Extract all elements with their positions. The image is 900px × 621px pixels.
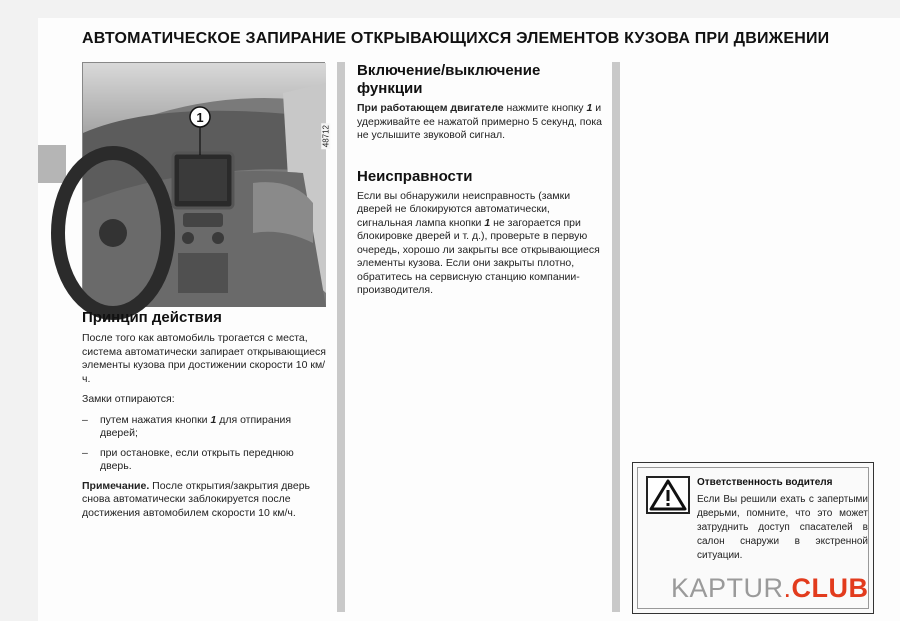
callout-1: 1 xyxy=(196,110,204,125)
unlock-intro: Замки отпираются: xyxy=(82,393,175,405)
site-watermark: KAPTUR.CLUB xyxy=(671,573,869,603)
dashboard-photo xyxy=(82,62,330,306)
section-tab xyxy=(38,145,66,183)
middle-column xyxy=(357,62,602,298)
warning-title: Ответственность водителя xyxy=(697,477,833,488)
unlock-list xyxy=(82,414,328,474)
toggle-paragraph: При работающем двигателе нажмите кнопку 1 и удерживайте ее нажатой примерно 5 секунд, пока не услышите звуковой сигнал. xyxy=(357,102,602,141)
malfunction-paragraph: Если вы обнаружили неисправность (замки дверей не блокируются автоматически, сигнальная лампа кнопки 1 не загорается при блокировке дверей и т. д.), проверьте в первую очередь, хорошо ли закрыты все открывающиеся элементы кузова. Если они закрыты плотно, обратитесь на сервисную станцию компании-производителя. xyxy=(357,189,600,296)
warning-text: Если Вы решили ехать с запертыми дверьми, помните, что это может затруднить доступ спасателей в салон снаружи в экстренной ситуации. xyxy=(697,494,868,561)
note-paragraph: Примечание. После открытия/закрытия дверь снова автоматически заблокируется после достижения автомобилем скорости 10 км/ч. xyxy=(82,479,311,519)
list-item: – путем нажатия кнопки 1 для отпирания дверей; xyxy=(82,414,328,441)
image-reference-number: 48712 xyxy=(321,125,330,148)
column-divider xyxy=(337,62,345,612)
heading-principle: Принцип действия xyxy=(82,309,222,326)
column-divider xyxy=(612,62,620,612)
principle-paragraph: После того как автомобиль трогается с места, система автоматически запирает открывающиеся элементы кузова при достижении скорости 10 км/ч. xyxy=(82,332,326,385)
list-item: – при остановке, если открыть переднюю дверь. xyxy=(82,447,328,474)
heading-malfunctions: Неисправности xyxy=(357,167,473,185)
dashboard-illustration xyxy=(83,63,326,307)
page-title: АВТОМАТИЧЕСКОЕ ЗАПИРАНИЕ ОТКРЫВАЮЩИХСЯ ЭЛЕМЕНТОВ КУЗОВА ПРИ ДВИЖЕНИИ xyxy=(82,30,830,47)
heading-toggle: Включение/выключение функции xyxy=(357,62,541,97)
left-column xyxy=(82,309,328,520)
